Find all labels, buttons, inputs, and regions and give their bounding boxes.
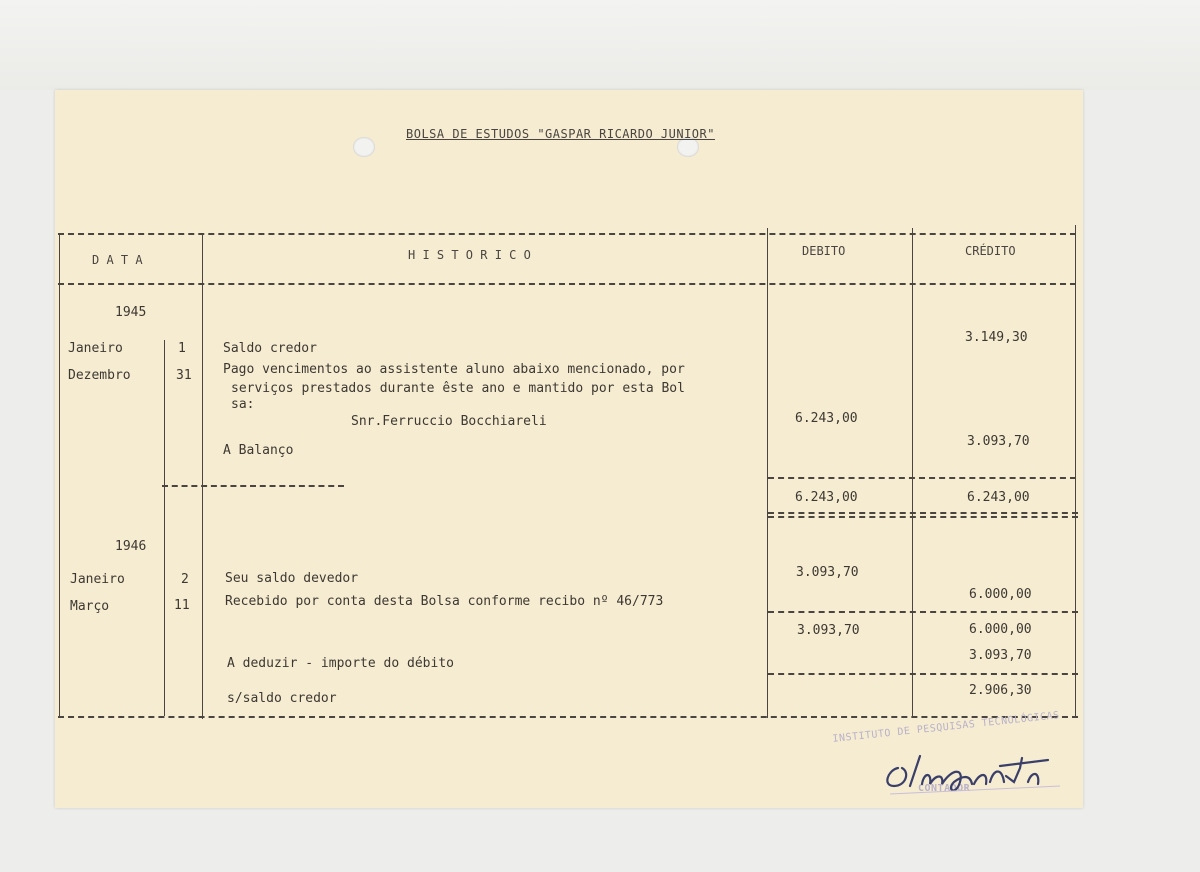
header-debito: DEBITO	[802, 244, 846, 258]
totals-top-rule	[768, 477, 1076, 479]
institution-stamp: INSTITUTO DE PESQUISAS TECNOLÓGICAS	[832, 710, 1061, 745]
entry-month: Dezembro	[68, 368, 131, 383]
entry-debit: 6.243,00	[795, 411, 858, 426]
document-title: BOLSA DE ESTUDOS "GASPAR RICARDO JUNIOR"	[406, 127, 715, 141]
header-bottom-border	[58, 283, 1076, 285]
entry-description: A Balanço	[223, 443, 294, 458]
entry-description: Saldo credor	[223, 341, 317, 356]
date-column-divider	[202, 233, 203, 719]
header-historico: H I S T O R I C O	[408, 248, 531, 262]
entry-day: 31	[176, 368, 192, 383]
entry-day: 2	[181, 572, 189, 587]
debit-column-divider	[912, 228, 913, 718]
entry-month: Janeiro	[70, 572, 125, 587]
handwritten-signature	[880, 738, 1080, 798]
header-data: D A T A	[92, 253, 143, 267]
deduct-description: A deduzir - importe do débito	[227, 656, 454, 671]
left-border	[59, 233, 60, 717]
table-bottom-border	[58, 716, 1078, 718]
entry-day: 11	[174, 598, 190, 613]
historico-column-divider	[767, 228, 768, 718]
balance-description: s/saldo credor	[227, 691, 337, 706]
deduct-credit: 3.093,70	[969, 648, 1032, 663]
entry-description: Seu saldo devedor	[225, 571, 359, 586]
entry-description: Recebido por conta desta Bolsa conforme recibo nº 46/773	[225, 594, 664, 609]
totals-double-rule	[768, 512, 1078, 514]
header-credito: CRÉDITO	[965, 244, 1016, 258]
balance-credit: 2.906,30	[969, 683, 1032, 698]
entry-beneficiary: Snr.Ferruccio Bocchiareli	[351, 414, 547, 429]
entry-credit: 3.093,70	[967, 434, 1030, 449]
entry-description: Pago vencimentos ao assistente aluno abaixo mencionado, por	[223, 362, 685, 377]
year-1946: 1946	[115, 539, 147, 554]
entry-debit: 3.093,70	[796, 565, 859, 580]
day-column-divider	[164, 340, 165, 716]
year-1945: 1945	[115, 305, 147, 320]
entry-description-cont: sa:	[231, 397, 255, 412]
total-debit: 6.243,00	[795, 490, 858, 505]
entry-credit: 3.149,30	[965, 330, 1028, 345]
table-top-border	[58, 233, 1076, 235]
section-separator	[162, 485, 344, 487]
entry-month: Março	[70, 599, 110, 614]
total-credit: 6.243,00	[967, 490, 1030, 505]
subtotal-credit: 6.000,00	[969, 622, 1032, 637]
right-border	[1075, 225, 1076, 717]
subtotal-rule	[768, 611, 1078, 613]
entry-month: Janeiro	[68, 341, 123, 356]
balance-rule	[768, 673, 1078, 675]
background	[0, 0, 1200, 90]
subtotal-debit: 3.093,70	[797, 623, 860, 638]
totals-double-rule-2	[768, 516, 1078, 518]
ledger-sheet	[55, 90, 1083, 808]
punch-hole-left	[353, 137, 375, 157]
entry-day: 1	[178, 341, 186, 356]
entry-description-cont: serviços prestados durante êste ano e mantido por esta Bol	[231, 381, 685, 396]
entry-credit: 6.000,00	[969, 587, 1032, 602]
role-stamp: CONTADOR	[918, 783, 971, 794]
